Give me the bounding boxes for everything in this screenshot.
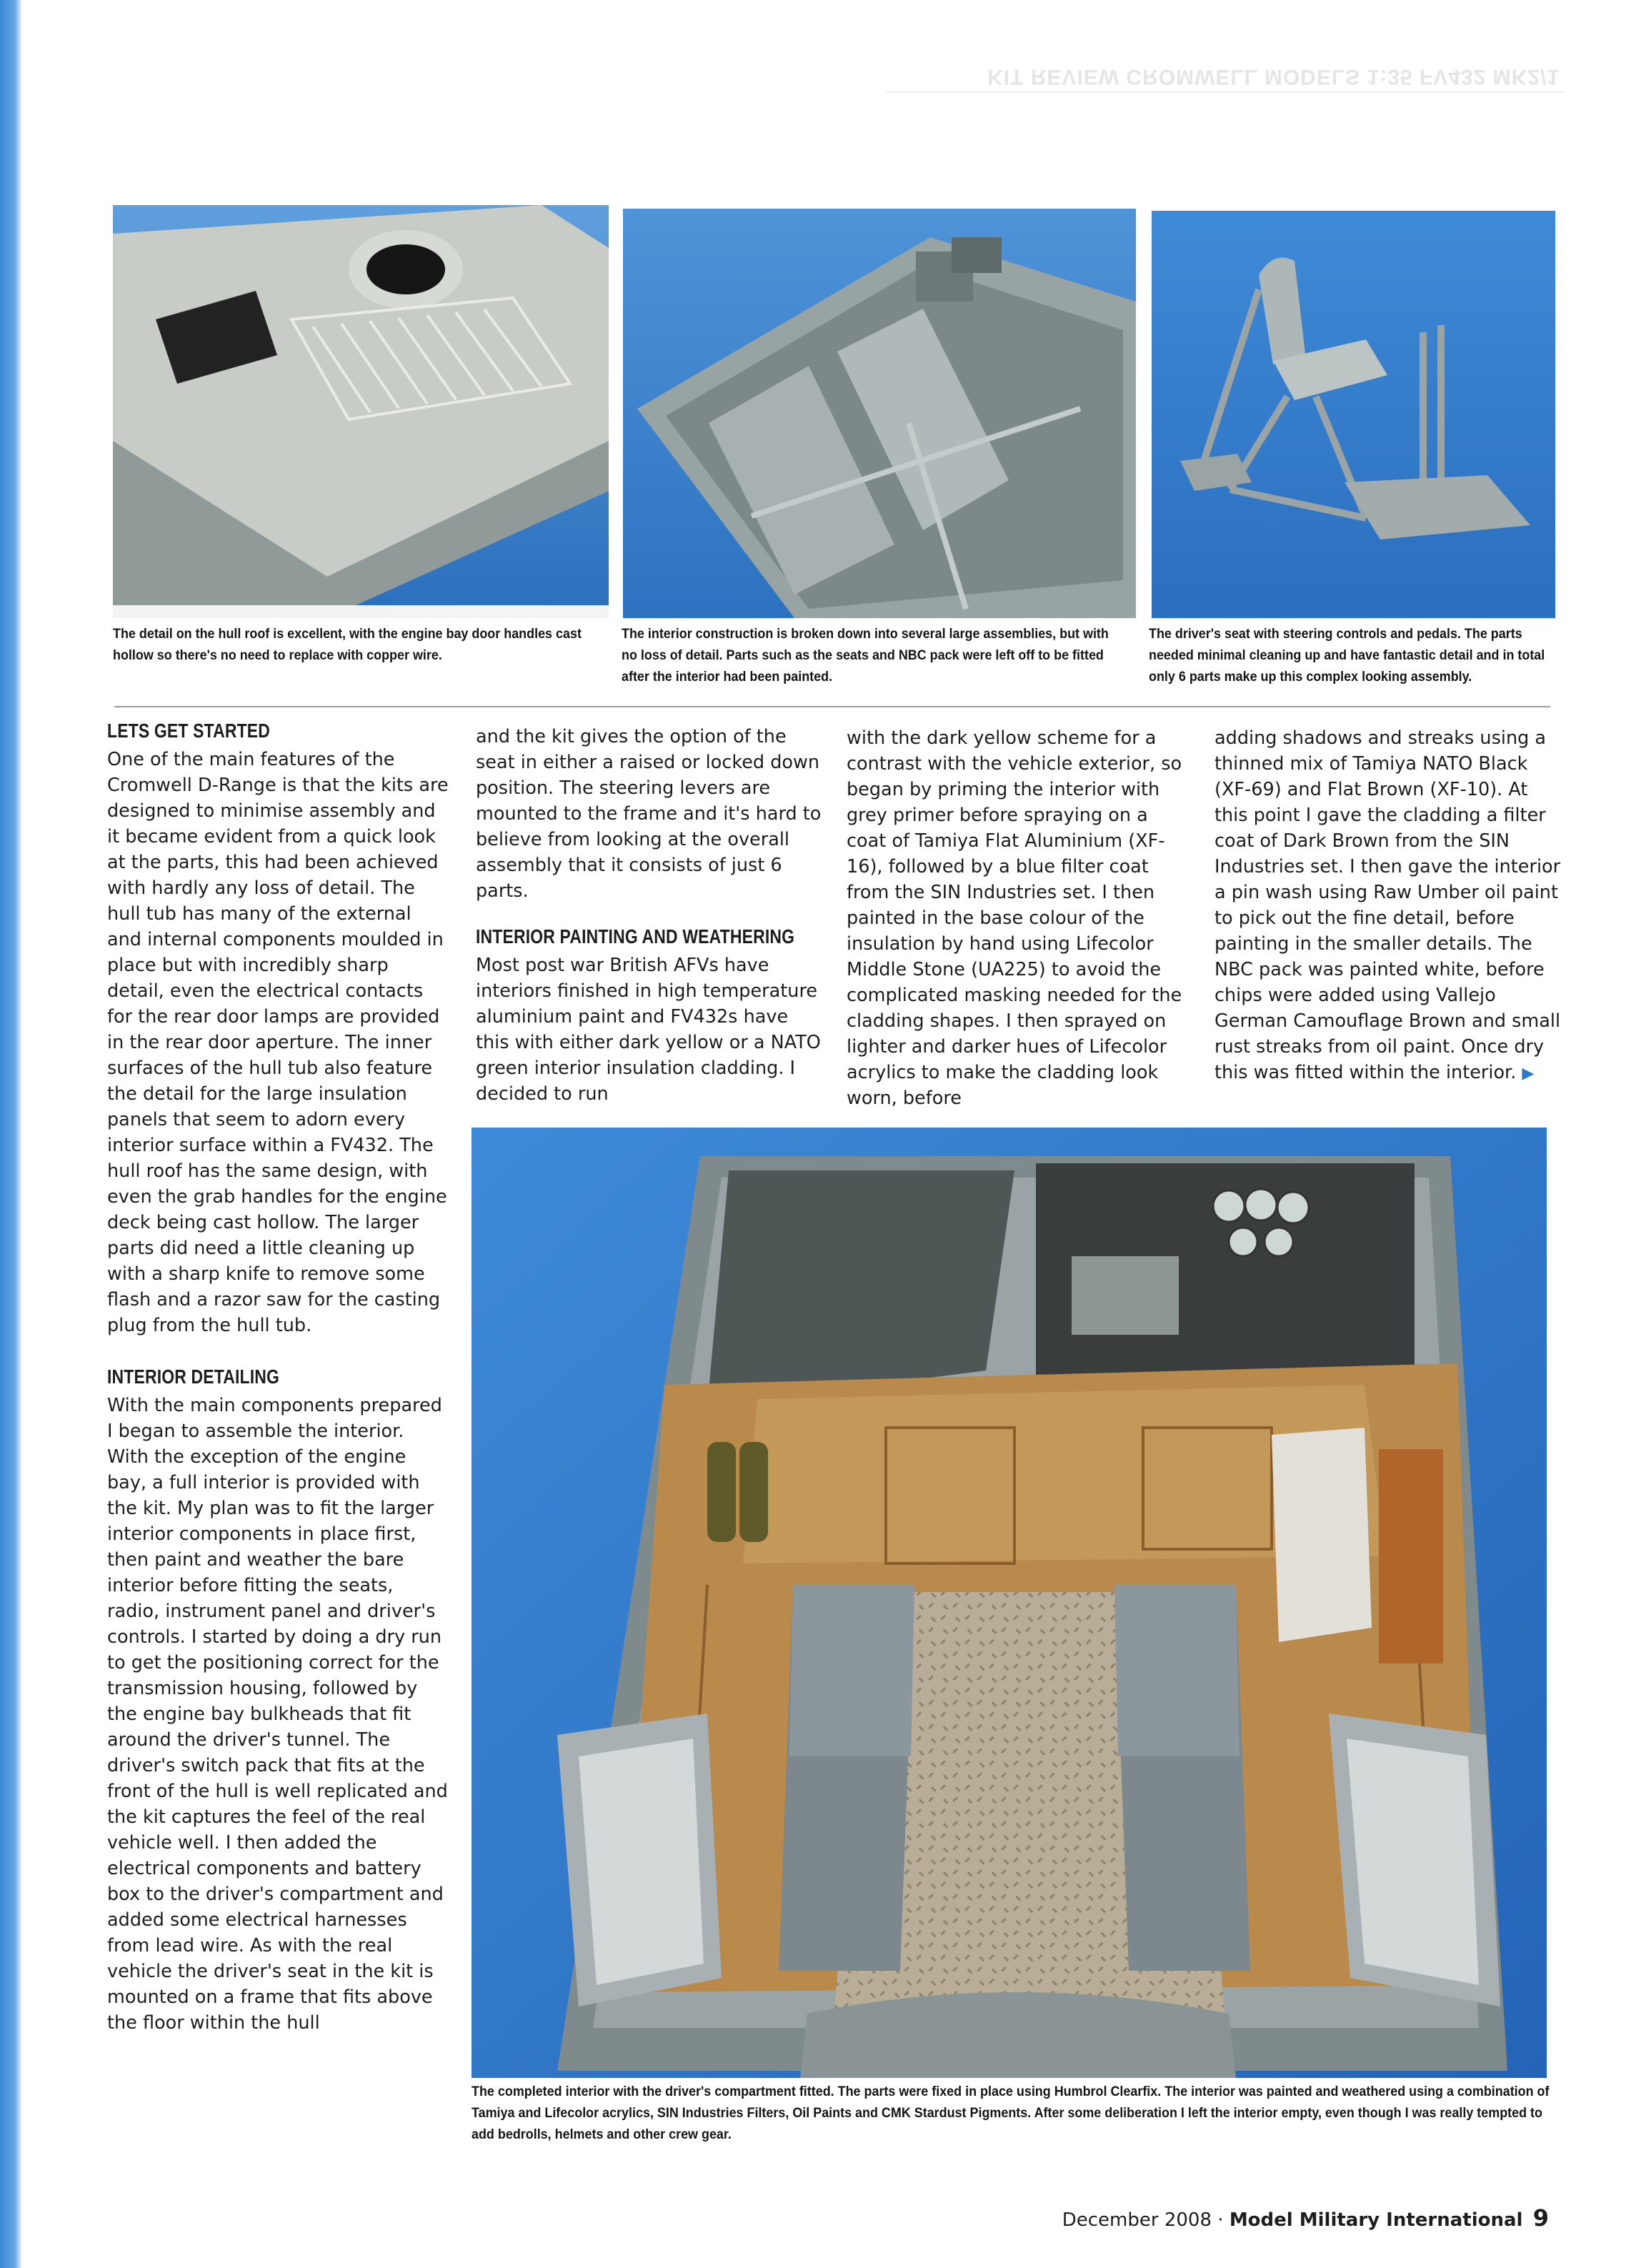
heading-interior-painting: INTERIOR PAINTING AND WEATHERING (476, 925, 795, 948)
caption-drivers-seat: The driver's seat with steering controls and pedals. The parts needed minimal cleaning up and have fantastic detail and in total only 6 parts make up this complex looking assembly. (1149, 626, 1545, 685)
continue-arrow-icon: ▶ (1522, 1065, 1535, 1083)
section-divider (114, 706, 1550, 707)
caption-completed-interior: The completed interior with the driver's compartment fitted. The parts were fixed in place using Humbrol Clearfix. The interior was painted and weathered using a combination of Tamiya and Lifecolor acrylics, SIN Industries Filters, Oil Paints and CMK Stardust Pigments. After some deliberation I left the interior empty, even though I was really tempted to add bedrolls, helmets and other crew gear. (472, 2084, 1550, 2142)
footer-magazine: Model Military International (1229, 2209, 1523, 2231)
paragraph-seat-frame: and the kit gives the option of the seat in either a raised or locked down position. The steering levers are mounted to the frame and it's hard to believe from looking at the overall assembly that it consists of just 6 parts. (476, 726, 822, 902)
paragraph-interior-painting: Most post war British AFVs have interiors finished in high temperature aluminium paint and FV432s have this with either dark yellow or a NATO green interior insulation cladding. I decided to run (476, 955, 821, 1105)
photo-interior-construction (623, 209, 1136, 618)
paragraph-dark-yellow-scheme: with the dark yellow scheme for a contrast with the vehicle exterior, so began by priming the interior with grey primer before spraying on a coat of Tamiya Flat Aluminium (XF-16), followed by a blue filter coat from the SIN Industries set. I then painted in the base colour of the insulation by hand using Lifecolor Middle Stone (UA225) to avoid the complicated masking needed for the cladding shapes. I then sprayed on lighter and darker hues of Lifecolor acrylics to make the cladding look worn, before (847, 727, 1182, 1109)
completed-interior-illustration (472, 1128, 1547, 2078)
photo-drivers-seat (1152, 211, 1555, 618)
footer-date: December 2008 (1062, 2209, 1212, 2231)
page-footer (1062, 2204, 1549, 2232)
drivers-seat-illustration (1152, 211, 1555, 618)
article-column-4 (1214, 725, 1565, 1087)
interior-construction-illustration (623, 209, 1136, 618)
paragraph-lets-get-started: One of the main features of the Cromwell D-Range is that the kits are designed to minimise assembly and it became evident from a quick look at the parts, this had been achieved with hardly any loss of detail. The hull tub has many of the external and internal components moulded in place but with incredibly sharp detail, even the electrical contacts for the rear door lamps are provided in the rear door aperture. The inner surfaces of the hull tub also feature the detail for the large insulation panels that seem to adorn every interior surface within a FV432. The hull roof has the same design, with even the grab handles for the engine deck being cast hollow. The larger parts did need a little cleaning up with a sharp knife to remove some flash and a razor saw for the casting plug from the hull tub. (107, 749, 449, 1336)
scan-edge (0, 0, 21, 2268)
running-head: KIT REVIEW CROMWELL MODELS 1:35 FV432 MK2/1 (987, 65, 1560, 89)
footer-separator: · (1212, 2209, 1230, 2231)
paragraph-shadows-streaks-text: adding shadows and streaks using a thinned mix of Tamiya NATO Black (XF-69) and Flat Brown (XF-10). At this point I gave the cladding a filter coat of Dark Brown from the SIN Industries set. I then gave the interior a pin wash using Raw Umber oil paint to pick out the fine detail, before painting in the smaller details. The NBC pack was painted white, before chips were added using Vallejo German Camouflage Brown and small rust streaks from oil paint. Once dry this was fitted within the interior. (1214, 727, 1561, 1083)
article-column-1 (107, 718, 450, 2036)
caption-hull-roof: The detail on the hull roof is excellent, with the engine bay door handles cast hollow so there's no need to replace with copper wire. (113, 626, 582, 663)
photo-completed-interior (472, 1128, 1547, 2078)
article-column-3 (847, 725, 1182, 1111)
article-column-2 (476, 724, 823, 1107)
header-rule (886, 91, 1565, 93)
paragraph-interior-detailing: With the main components prepared I began to assemble the interior. With the exception of the engine bay, a full interior is provided with the kit. My plan was to fit the larger interior components in place first, then paint and weather the bare interior before fitting the seats, radio, instrument panel and driver's controls. I started by doing a dry run to get the positioning correct for the transmission housing, followed by the engine bay bulkheads that fit around the driver's tunnel. The driver's switch pack that fits at the front of the hull is well replicated and the kit captures the feel of the real vehicle well. I then added the electrical components and battery box to the driver's compartment and added some electrical harnesses from lead wire. As with the real vehicle the driver's seat in the kit is mounted on a frame that fits above the floor within the hull (107, 1395, 448, 2034)
paragraph-shadows-streaks (1214, 725, 1565, 1087)
photo-hull-roof (113, 205, 609, 618)
heading-interior-detailing: INTERIOR DETAILING (107, 1366, 280, 1388)
page-number: 9 (1532, 2204, 1549, 2232)
caption-interior-construction: The interior construction is broken down into several large assemblies, but with no loss of detail. Parts such as the seats and NBC pack were left off to be fitted after the interior had been painted. (622, 626, 1109, 685)
heading-lets-get-started: LETS GET STARTED (107, 720, 270, 742)
hull-roof-illustration (113, 205, 609, 618)
